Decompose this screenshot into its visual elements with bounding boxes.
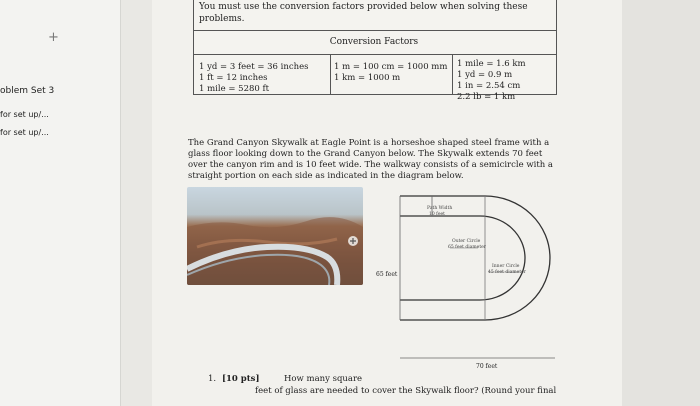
sidebar-item-label: for set up/... (0, 110, 49, 119)
table-cell: 1 yd = 0.9 m (457, 70, 513, 80)
table-cell: 1 yd = 3 feet = 36 inches (199, 62, 309, 72)
table-divider (193, 30, 556, 31)
sidebar-item[interactable] (0, 128, 49, 137)
outer-circle-value: 65 feet diameter (448, 245, 486, 250)
problem-paragraph: The Grand Canyon Skywalk at Eagle Point is a horseshoe shaped steel frame with a glass floor looking down to the Grand Canyon below. The Skywalk extends 70 feet over the canyon rim and is 10 feet wide. The walkway consists of a semicircle with a straight portion on each side as indicated in the diagram below. (188, 138, 553, 181)
intro-text: You must use the conversion factors provided below when solving these problems. (199, 2, 528, 24)
sidebar-title[interactable]: oblem Set 3 (0, 86, 55, 96)
table-divider (330, 54, 331, 94)
table-cell: 1 mile = 1.6 km (457, 59, 526, 69)
path-width-label: Path Width (427, 206, 453, 211)
table-header: Conversion Factors (329, 37, 419, 47)
question-number: 1. (208, 374, 217, 384)
table-divider (193, 54, 556, 55)
outer-circle-label: Outer Circle (452, 239, 481, 244)
question-points: [10 pts] (222, 374, 260, 384)
add-icon[interactable]: + (48, 30, 59, 45)
height-label: 65 feet (376, 271, 398, 278)
question-text: How many square (284, 374, 363, 384)
sidebar (0, 0, 121, 406)
inner-circle-value: 45 feet diameter (488, 270, 526, 275)
sidebar-item-label: for set up/... (0, 128, 49, 137)
sidebar-item[interactable] (0, 110, 49, 119)
table-cell: 1 ft = 12 inches (199, 73, 268, 83)
right-panel (622, 0, 700, 406)
question-text: feet of glass are needed to cover the Skywalk floor? (Round your final (255, 386, 557, 396)
length-label: 70 feet (476, 363, 498, 370)
table-divider (452, 54, 453, 94)
skywalk-diagram (370, 186, 570, 376)
table-cell: 1 m = 100 cm = 1000 mm (334, 62, 448, 72)
path-width-value: 10 feet (429, 212, 445, 217)
skywalk-photo (187, 187, 363, 285)
table-cell: 1 mile = 5280 ft (199, 84, 270, 94)
table-cell: 1 in = 2.54 cm (457, 81, 521, 91)
table-cell: 2.2 lb = 1 km (457, 92, 516, 102)
table-cell: 1 km = 1000 m (334, 73, 401, 83)
inner-circle-label: Inner Circle (492, 264, 520, 269)
